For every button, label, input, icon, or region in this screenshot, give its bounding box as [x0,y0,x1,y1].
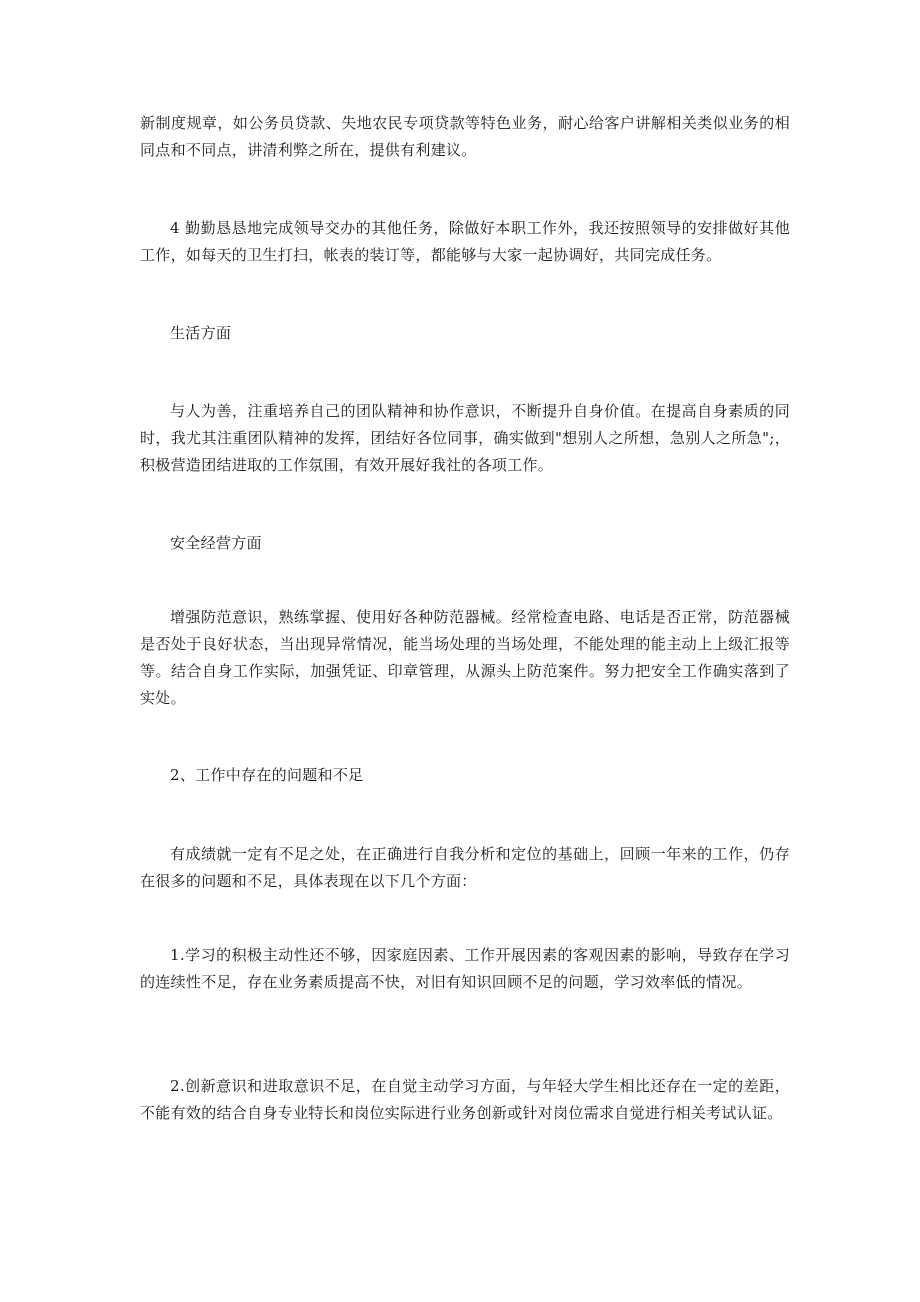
paragraph-problems-intro: 有成绩就一定有不足之处，在正确进行自我分析和定位的基础上，回顾一年来的工作，仍存在很多的问题和不足，具体表现在以下几个方面： [140,845,790,890]
section-heading-safety: 安全经营方面 [170,534,262,552]
paragraph-safety: 增强防范意识，熟练掌握、使用好各种防范器械。经常检查电路、电话是否正常，防范器械是否处于良好状态，当出现异常情况，能当场处理的当场处理，不能处理的能主动上上级汇报等等。结合自身工作实际，加强凭证、印章管理，从源头上防范案件。努力把安全工作确实落到了实处。 [140,608,790,707]
section-heading-life: 生活方面 [170,324,232,342]
list-item-problem-1: 1.学习的积极主动性还不够，因家庭因素、工作开展因素的客观因素的影响，导致存在学习的连续性不足，存在业务素质提高不快，对旧有知识回顾不足的问题，学习效率低的情况。 [140,946,790,991]
paragraph-other-tasks: 4 勤勤恳恳地完成领导交办的其他任务，除做好本职工作外，我还按照领导的安排做好其他工作，如每天的卫生打扫，帐表的装订等，都能够与大家一起协调好，共同完成任务。 [140,219,790,264]
paragraph-teamwork: 与人为善，注重培养自己的团队精神和协作意识，不断提升自身价值。在提高自身素质的同时，我尤其注重团队精神的发挥，团结好各位同事，确实做到"想别人之所想，急别人之所急";，积极营造团结进取的工作氛围，有效开展好我社的各项工作。 [140,402,790,474]
paragraph-continuation: 新制度规章，如公务员贷款、失地农民专项贷款等特色业务，耐心给客户讲解相关类似业务的相同点和不同点，讲清利弊之所在，提供有利建议。 [140,114,790,159]
section-heading-problems: 2、工作中存在的问题和不足 [170,766,364,784]
list-item-problem-2: 2.创新意识和进取意识不足，在自觉主动学习方面，与年轻大学生相比还存在一定的差距，不能有效的结合自身专业特长和岗位实际进行业务创新或针对岗位需求自觉进行相关考试认证。 [140,1077,790,1122]
